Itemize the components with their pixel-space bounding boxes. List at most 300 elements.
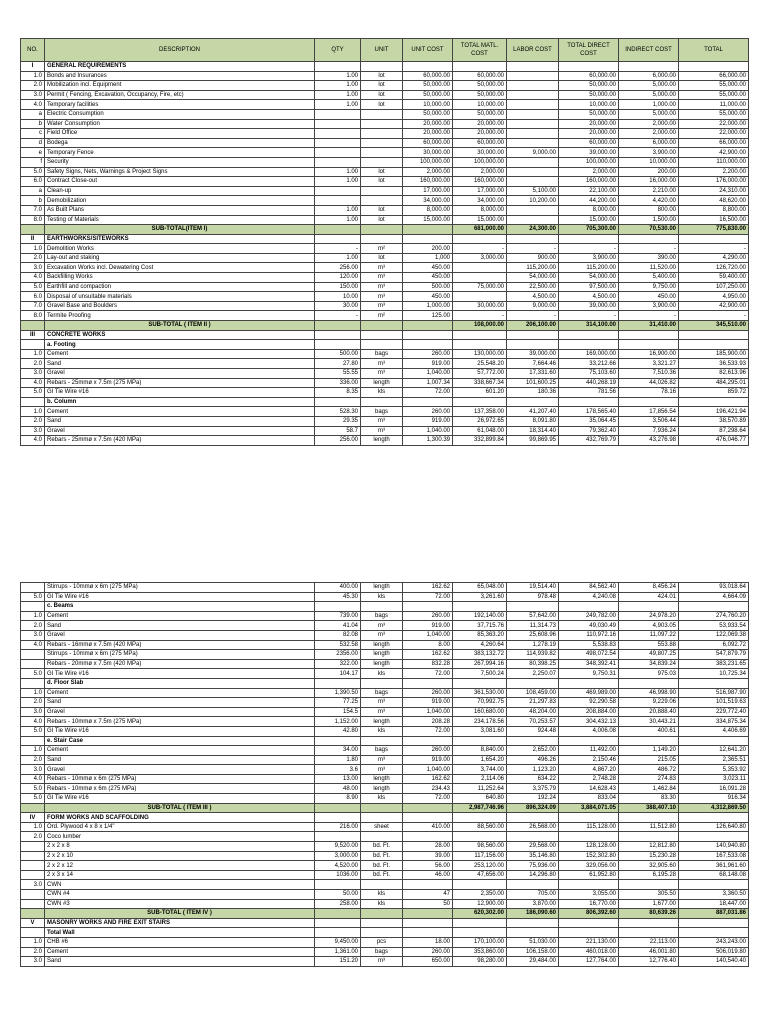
- table-row: [21, 167, 749, 177]
- cell-labor-cost: 186,090.60: [507, 909, 559, 919]
- table-row: [21, 90, 749, 100]
- cell-description: Ord. Plywood 4 x 8 x 1/4": [45, 822, 315, 832]
- cell-no: 3.0: [21, 707, 45, 717]
- table-row: [21, 650, 749, 660]
- cell-total: 87,298.64: [679, 426, 749, 436]
- cell-total: 8,800.00: [679, 205, 749, 215]
- section-row: [21, 340, 749, 350]
- cell-indirect-cost: -: [619, 311, 679, 321]
- section-row: [21, 602, 749, 612]
- cell-qty: 9,520.00: [315, 842, 361, 852]
- cell-description: Mobilization incl. Equipment: [45, 81, 315, 91]
- cell-indirect-cost: [619, 918, 679, 928]
- cell-indirect-cost: -: [619, 244, 679, 254]
- table-row: [21, 659, 749, 669]
- cell-unit: [361, 880, 403, 890]
- cell-unit: length: [361, 659, 403, 669]
- cell-unit-cost: 919.00: [403, 698, 453, 708]
- table-row: [21, 611, 749, 621]
- cell-unit-cost: [403, 803, 453, 813]
- cell-no: 1.0: [21, 349, 45, 359]
- cell-indirect-cost: 3,900.00: [619, 148, 679, 158]
- cell-total-direct-cost: [559, 813, 619, 823]
- cell-labor-cost: [507, 62, 559, 72]
- cell-total-matl-cost: 3,261.60: [453, 592, 507, 602]
- cell-no: [21, 659, 45, 669]
- cell-qty: 120.00: [315, 273, 361, 283]
- table-row: [21, 407, 749, 417]
- cell-indirect-cost: 1,000.00: [619, 100, 679, 110]
- cell-labor-cost: [507, 119, 559, 129]
- cell-description: Cement: [45, 407, 315, 417]
- cell-indirect-cost: 1,677.00: [619, 899, 679, 909]
- cell-total: 506,019.80: [679, 947, 749, 957]
- cell-labor-cost: 634.22: [507, 774, 559, 784]
- cell-indirect-cost: 20,888.40: [619, 707, 679, 717]
- cell-unit-cost: [403, 928, 453, 938]
- cell-no: [21, 397, 45, 407]
- table-row: [21, 621, 749, 631]
- cell-total-matl-cost: 47,656.00: [453, 870, 507, 880]
- cell-no: 3.0: [21, 90, 45, 100]
- table-row: [21, 349, 749, 359]
- cell-total-matl-cost: [453, 918, 507, 928]
- cell-qty: [315, 909, 361, 919]
- cell-total: 38,570.89: [679, 416, 749, 426]
- cell-qty: [315, 109, 361, 119]
- cell-unit: length: [361, 640, 403, 650]
- cell-unit-cost: 500.00: [403, 282, 453, 292]
- cell-indirect-cost: 424.01: [619, 592, 679, 602]
- cell-unit: m³: [361, 292, 403, 302]
- cell-qty: 1.00: [315, 253, 361, 263]
- cell-unit-cost: 8,000.00: [403, 205, 453, 215]
- cell-description: GI Tie Wire #16: [45, 726, 315, 736]
- cell-no: [21, 909, 45, 919]
- cell-unit-cost: 20,000.00: [403, 129, 453, 139]
- cell-total: 3,360.50: [679, 890, 749, 900]
- cell-total: 476,046.77: [679, 436, 749, 446]
- cell-qty: 3.6: [315, 765, 361, 775]
- cell-indirect-cost: 80,639.26: [619, 909, 679, 919]
- cell-labor-cost: [507, 736, 559, 746]
- table-row: [21, 765, 749, 775]
- cell-total-matl-cost: 30,000.00: [453, 301, 507, 311]
- table-row: [21, 244, 749, 254]
- cell-qty: [315, 157, 361, 167]
- cell-labor-cost: 21,297.83: [507, 698, 559, 708]
- cell-qty: [315, 321, 361, 331]
- cell-no: [21, 842, 45, 852]
- cell-indirect-cost: 400.61: [619, 726, 679, 736]
- cell-unit-cost: 1,040.00: [403, 765, 453, 775]
- cell-unit: [361, 119, 403, 129]
- cell-description: 2 x 2 x 12: [45, 861, 315, 871]
- table-row: [21, 81, 749, 91]
- cell-unit: m³: [361, 707, 403, 717]
- cell-labor-cost: [507, 918, 559, 928]
- cell-total: 93,018.64: [679, 583, 749, 593]
- cell-total-direct-cost: 39,000.00: [559, 148, 619, 158]
- cell-no: 2.0: [21, 81, 45, 91]
- section-row: [21, 736, 749, 746]
- cell-indirect-cost: 215.05: [619, 755, 679, 765]
- cell-no: b: [21, 119, 45, 129]
- cell-indirect-cost: 17,856.54: [619, 407, 679, 417]
- cell-total-direct-cost: 60,000.00: [559, 138, 619, 148]
- cell-total-direct-cost: 115,200.00: [559, 263, 619, 273]
- cell-qty: 58.7: [315, 426, 361, 436]
- cell-indirect-cost: 7,936.24: [619, 426, 679, 436]
- cell-unit-cost: 2,000.00: [403, 167, 453, 177]
- cell-total-direct-cost: 33,212.66: [559, 359, 619, 369]
- cell-total-matl-cost: 2,000.00: [453, 167, 507, 177]
- cell-qty: 29.35: [315, 416, 361, 426]
- cell-description: SUB-TOTAL ( ITEM IV ): [45, 909, 315, 919]
- cell-unit: length: [361, 650, 403, 660]
- cell-qty: 50.00: [315, 890, 361, 900]
- cell-labor-cost: 18,314.40: [507, 426, 559, 436]
- header-no: NO.: [21, 39, 45, 62]
- table-row: [21, 148, 749, 158]
- cell-total: 5,353.92: [679, 765, 749, 775]
- cell-total: 140,940.80: [679, 842, 749, 852]
- cell-unit: kls: [361, 388, 403, 398]
- cell-total-direct-cost: 781.56: [559, 388, 619, 398]
- cell-total-matl-cost: 25,548.20: [453, 359, 507, 369]
- cell-unit: [361, 321, 403, 331]
- cell-unit: [361, 148, 403, 158]
- cell-total-matl-cost: [453, 292, 507, 302]
- cell-total: 361,961.60: [679, 861, 749, 871]
- cell-total-matl-cost: 65,048.00: [453, 583, 507, 593]
- table-row: [21, 774, 749, 784]
- cell-indirect-cost: 9,229.06: [619, 698, 679, 708]
- cell-total: [679, 340, 749, 350]
- cell-qty: 1.00: [315, 81, 361, 91]
- cell-qty: 10.00: [315, 292, 361, 302]
- header-description: DESCRIPTION: [45, 39, 315, 62]
- cell-description: GI Tie Wire #16: [45, 794, 315, 804]
- cell-description: Sand: [45, 957, 315, 967]
- cell-total-matl-cost: 20,000.00: [453, 119, 507, 129]
- cell-unit: kls: [361, 592, 403, 602]
- table-header-row: [21, 39, 749, 62]
- cell-labor-cost: [507, 678, 559, 688]
- cell-qty: 1,152.00: [315, 717, 361, 727]
- table-row: [21, 292, 749, 302]
- cell-description: c. Beams: [45, 602, 315, 612]
- cell-description: CHB #6: [45, 937, 315, 947]
- cell-indirect-cost: 2,000.00: [619, 119, 679, 129]
- cell-total-direct-cost: 20,000.00: [559, 119, 619, 129]
- cell-unit: m³: [361, 282, 403, 292]
- table-row: [21, 640, 749, 650]
- table-row: [21, 215, 749, 225]
- cell-unit: kls: [361, 899, 403, 909]
- cell-no: V: [21, 918, 45, 928]
- cell-total-direct-cost: 3,884,071.05: [559, 803, 619, 813]
- cell-unit-cost: [403, 880, 453, 890]
- cell-total-matl-cost: 234,178.56: [453, 717, 507, 727]
- cell-total-matl-cost: 160,680.00: [453, 707, 507, 717]
- subtotal-row: [21, 909, 749, 919]
- cell-no: 7.0: [21, 301, 45, 311]
- cell-unit-cost: 72.00: [403, 794, 453, 804]
- cell-total-matl-cost: 253,120.00: [453, 861, 507, 871]
- cell-total-matl-cost: 108,000.00: [453, 321, 507, 331]
- cell-indirect-cost: 24,978.20: [619, 611, 679, 621]
- cell-unit: [361, 678, 403, 688]
- cell-total-matl-cost: 75,000.00: [453, 282, 507, 292]
- cell-total: 887,031.86: [679, 909, 749, 919]
- cell-qty: 48.00: [315, 784, 361, 794]
- cell-indirect-cost: [619, 832, 679, 842]
- cell-labor-cost: 19,514.40: [507, 583, 559, 593]
- cell-unit-cost: 50,000.00: [403, 81, 453, 91]
- cell-unit-cost: 60,000.00: [403, 71, 453, 81]
- cell-no: 3.0: [21, 369, 45, 379]
- cell-description: Demolition Works: [45, 244, 315, 254]
- cell-total-direct-cost: 249,782.00: [559, 611, 619, 621]
- cell-qty: 8.35: [315, 388, 361, 398]
- cell-total: 16,500.00: [679, 215, 749, 225]
- cell-total: 82,613.96: [679, 369, 749, 379]
- cell-total-matl-cost: 15,000.00: [453, 215, 507, 225]
- cell-no: [21, 583, 45, 593]
- cell-unit: [361, 397, 403, 407]
- cell-total: 4,664.09: [679, 592, 749, 602]
- table-row: [21, 784, 749, 794]
- cell-no: 5.0: [21, 794, 45, 804]
- cell-labor-cost: 115,200.00: [507, 263, 559, 273]
- cell-total-matl-cost: 2,350.00: [453, 890, 507, 900]
- cell-total-direct-cost: 314,100.00: [559, 321, 619, 331]
- cell-no: [21, 340, 45, 350]
- table-row: [21, 100, 749, 110]
- cell-total-matl-cost: 11,252.64: [453, 784, 507, 794]
- section-row: [21, 928, 749, 938]
- cell-description: Permit ( Fencing, Excavation, Occupancy, Fire, etc): [45, 90, 315, 100]
- cell-total: [679, 234, 749, 244]
- table-row: [21, 157, 749, 167]
- cell-labor-cost: [507, 928, 559, 938]
- cell-total: 196,421.94: [679, 407, 749, 417]
- cell-description: Disposal of unsuitable materials: [45, 292, 315, 302]
- cell-description: Rebars - 10mmø x 6m (275 MPa): [45, 784, 315, 794]
- cell-labor-cost: 924.48: [507, 726, 559, 736]
- cell-no: 5.0: [21, 784, 45, 794]
- cell-total-direct-cost: 50,000.00: [559, 109, 619, 119]
- cell-total: 110,000.00: [679, 157, 749, 167]
- cell-total-direct-cost: 16,770.00: [559, 899, 619, 909]
- cell-total-direct-cost: [559, 330, 619, 340]
- cell-description: Cement: [45, 349, 315, 359]
- cell-qty: [315, 803, 361, 813]
- cell-labor-cost: [507, 880, 559, 890]
- cell-indirect-cost: 975.03: [619, 669, 679, 679]
- cell-indirect-cost: 3,321.27: [619, 359, 679, 369]
- cell-total: 42,900.00: [679, 148, 749, 158]
- cell-unit-cost: 1,007.34: [403, 378, 453, 388]
- cell-labor-cost: 106,158.00: [507, 947, 559, 957]
- cell-unit: [361, 918, 403, 928]
- cell-unit-cost: [403, 340, 453, 350]
- cell-description: Water Consumption: [45, 119, 315, 129]
- cell-description: e. Stair Case: [45, 736, 315, 746]
- cell-unit-cost: 410.00: [403, 822, 453, 832]
- cell-unit: length: [361, 378, 403, 388]
- cell-total: 10,725.34: [679, 669, 749, 679]
- cell-total: 4,290.00: [679, 253, 749, 263]
- cell-labor-cost: 192.24: [507, 794, 559, 804]
- cell-total-matl-cost: 30,000.00: [453, 148, 507, 158]
- cell-unit-cost: 260.00: [403, 688, 453, 698]
- cell-labor-cost: 48,204.00: [507, 707, 559, 717]
- cell-description: SUB-TOTAL(ITEM I): [45, 225, 315, 235]
- table-row: [21, 880, 749, 890]
- cell-labor-cost: 57,642.00: [507, 611, 559, 621]
- cell-total-matl-cost: 681,000.00: [453, 225, 507, 235]
- cell-unit-cost: 47: [403, 890, 453, 900]
- cell-no: 7.0: [21, 205, 45, 215]
- cell-qty: 27.80: [315, 359, 361, 369]
- cell-total: 4,312,869.50: [679, 803, 749, 813]
- cell-unit: bd. Ft.: [361, 842, 403, 852]
- cell-total-matl-cost: 60,000.00: [453, 71, 507, 81]
- cell-total-matl-cost: [453, 397, 507, 407]
- cell-unit: [361, 909, 403, 919]
- cell-indirect-cost: [619, 880, 679, 890]
- cell-total-matl-cost: [453, 263, 507, 273]
- cell-total-matl-cost: 98,280.00: [453, 957, 507, 967]
- cell-labor-cost: 80,398.25: [507, 659, 559, 669]
- table-row: [21, 890, 749, 900]
- cell-labor-cost: 978.48: [507, 592, 559, 602]
- cell-labor-cost: 114,939.82: [507, 650, 559, 660]
- cell-total-direct-cost: 79,362.40: [559, 426, 619, 436]
- cell-description: Field Office: [45, 129, 315, 139]
- cell-total-matl-cost: [453, 832, 507, 842]
- subtotal-row: [21, 803, 749, 813]
- cell-total-matl-cost: 3,081.60: [453, 726, 507, 736]
- cell-total-direct-cost: 35,064.45: [559, 416, 619, 426]
- cell-total-matl-cost: 170,100.00: [453, 937, 507, 947]
- cell-unit-cost: 260.00: [403, 349, 453, 359]
- cell-total-direct-cost: 92,290.58: [559, 698, 619, 708]
- cell-total-direct-cost: 50,000.00: [559, 81, 619, 91]
- cell-total-matl-cost: [453, 736, 507, 746]
- table-row: [21, 937, 749, 947]
- subtotal-row: [21, 225, 749, 235]
- cell-no: 4.0: [21, 774, 45, 784]
- cell-labor-cost: 1,123.20: [507, 765, 559, 775]
- cell-unit-cost: 832.28: [403, 659, 453, 669]
- cell-total: 11,000.00: [679, 100, 749, 110]
- cell-qty: [315, 397, 361, 407]
- cell-indirect-cost: 46,001.80: [619, 947, 679, 957]
- cell-indirect-cost: 11,512.80: [619, 822, 679, 832]
- cell-unit-cost: 260.00: [403, 746, 453, 756]
- cell-no: 3.0: [21, 630, 45, 640]
- cell-unit-cost: [403, 813, 453, 823]
- cell-no: 4.0: [21, 436, 45, 446]
- cell-total-matl-cost: 620,302.00: [453, 909, 507, 919]
- cell-indirect-cost: 15,230.28: [619, 851, 679, 861]
- cell-no: [21, 861, 45, 871]
- cell-unit-cost: 50: [403, 899, 453, 909]
- cell-indirect-cost: [619, 602, 679, 612]
- cell-total: 775,830.00: [679, 225, 749, 235]
- cell-description: EARTHWORKS/SITEWORKS: [45, 234, 315, 244]
- cell-unit-cost: 72.00: [403, 669, 453, 679]
- cell-total-direct-cost: 348,392.41: [559, 659, 619, 669]
- cell-indirect-cost: [619, 813, 679, 823]
- cell-total-direct-cost: 4,500.00: [559, 292, 619, 302]
- cell-description: GI Tie Wire #16: [45, 669, 315, 679]
- cell-total-matl-cost: 3,744.00: [453, 765, 507, 775]
- cell-labor-cost: -: [507, 311, 559, 321]
- cell-indirect-cost: 8,456.24: [619, 583, 679, 593]
- cell-indirect-cost: 34,839.24: [619, 659, 679, 669]
- cell-unit-cost: [403, 602, 453, 612]
- cell-unit: lot: [361, 177, 403, 187]
- cell-total-direct-cost: 440,268.19: [559, 378, 619, 388]
- cell-unit: pcs: [361, 937, 403, 947]
- cell-unit: m³: [361, 765, 403, 775]
- cost-estimate-table-bottom: [20, 582, 749, 967]
- cell-description: Cement: [45, 746, 315, 756]
- cell-unit: [361, 736, 403, 746]
- cell-description: b. Column: [45, 397, 315, 407]
- cell-total-matl-cost: [453, 330, 507, 340]
- cell-total-direct-cost: 20,000.00: [559, 129, 619, 139]
- cell-total-direct-cost: 100,000.00: [559, 157, 619, 167]
- cell-unit-cost: 50,000.00: [403, 90, 453, 100]
- cell-qty: 1.00: [315, 90, 361, 100]
- cell-total-matl-cost: [453, 678, 507, 688]
- cell-unit: [361, 340, 403, 350]
- cell-total-direct-cost: 2,000.00: [559, 167, 619, 177]
- cell-indirect-cost: 2,210.00: [619, 186, 679, 196]
- cell-total-direct-cost: [559, 340, 619, 350]
- cell-unit-cost: 46.00: [403, 870, 453, 880]
- cell-indirect-cost: 274.83: [619, 774, 679, 784]
- cell-qty: -: [315, 311, 361, 321]
- cell-unit-cost: 1,000: [403, 253, 453, 263]
- cell-unit-cost: 919.00: [403, 621, 453, 631]
- cell-total: 2,365.51: [679, 755, 749, 765]
- cell-no: I: [21, 62, 45, 72]
- cell-total: 122,069.38: [679, 630, 749, 640]
- cell-total-matl-cost: [453, 813, 507, 823]
- cell-unit: [361, 602, 403, 612]
- cell-indirect-cost: 32,905.60: [619, 861, 679, 871]
- cell-description: Temporary Fence: [45, 148, 315, 158]
- cell-no: 3.0: [21, 426, 45, 436]
- cell-unit: m³: [361, 630, 403, 640]
- cell-labor-cost: 25,608.96: [507, 630, 559, 640]
- cell-labor-cost: 26,568.00: [507, 822, 559, 832]
- cell-no: c: [21, 129, 45, 139]
- header-qty: QTY: [315, 39, 361, 62]
- cell-indirect-cost: 6,000.00: [619, 71, 679, 81]
- cell-total: 345,510.00: [679, 321, 749, 331]
- cell-unit: m³: [361, 416, 403, 426]
- cell-unit: bags: [361, 688, 403, 698]
- cell-description: GI Tie Wire #16: [45, 388, 315, 398]
- cell-indirect-cost: 5,000.00: [619, 109, 679, 119]
